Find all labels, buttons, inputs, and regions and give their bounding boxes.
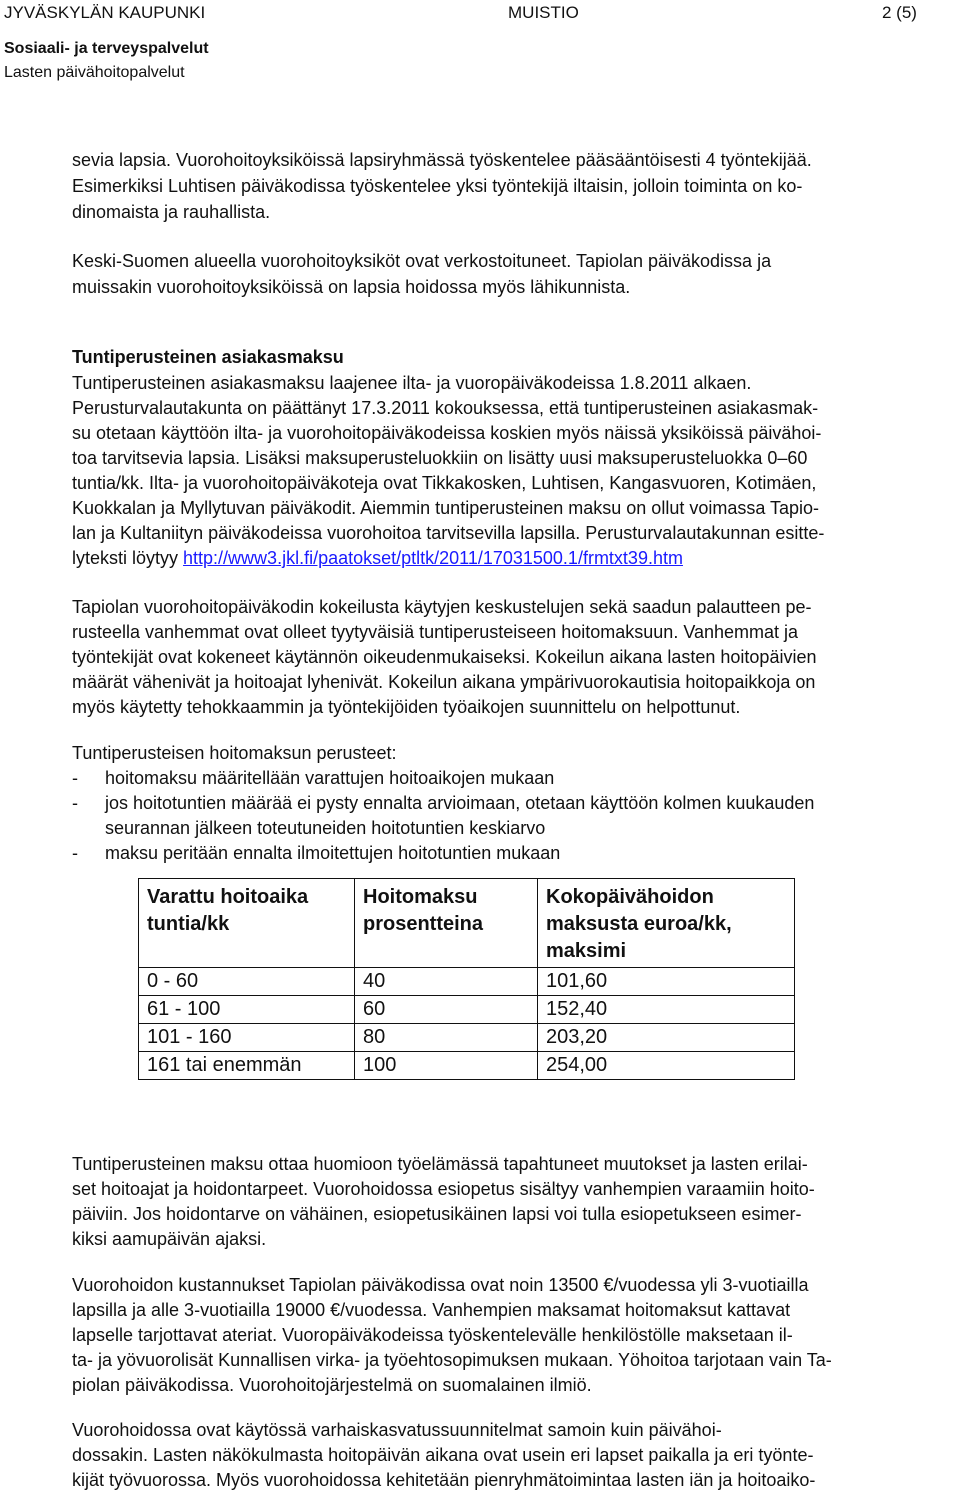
column-header-percent: Hoitomaksu prosentteina [355,879,538,968]
table-cell: 101 - 160 [139,1024,355,1052]
table-row [139,968,795,996]
paragraph-line: piolan päiväkodissa. Vuorohoitojärjestelmä on suomalainen ilmiö. [72,1375,592,1395]
unit-name: Lasten päivähoitopalvelut [4,64,185,81]
table-cell: 100 [355,1052,538,1080]
fee-table [138,878,795,1080]
paragraph-line: työntekijät ovat kokeneet käytännön oikeudenmukaiseksi. Kokeilun aikana lasten hoitopäivien [72,647,817,667]
list-item: maksu peritään ennalta ilmoitettujen hoitotuntien mukaan [105,843,561,863]
paragraph-line: lapselle tarjottavat ateriat. Vuoropäiväkodeissa työskentelevälle henkilöstölle maksetaan il- [72,1325,793,1345]
table-cell: 161 tai enemmän [139,1052,355,1080]
paragraph-line: rusteella vanhemmat ovat olleet tyytyväisiä tuntiperusteiseen hoitomaksuun. Vanhemmat ja [72,622,799,642]
paragraph-line: Esimerkiksi Luhtisen päiväkodissa työskentelee yksi työntekijä iltaisin, jolloin toiminta on ko- [72,176,803,196]
paragraph-line: toa tarvitsevia lapsia. Lisäksi maksuperusteluokkiin on lisätty uusi maksuperusteluokka 0–60 [72,448,808,468]
list-bullet: - [72,768,78,788]
list-item-continuation: seurannan jälkeen toteutuneiden hoitotuntien keskiarvo [105,818,546,838]
document-type: MUISTIO [508,3,579,22]
list-bullet: - [72,843,78,863]
paragraph-line: Keski-Suomen alueella vuorohoitoyksiköt ovat verkostoituneet. Tapiolan päiväkodissa ja [72,251,772,271]
paragraph-line: muissakin vuorohoitoyksiköissä on lapsia hoidossa myös lähikunnista. [72,277,631,297]
page-number: 2 (5) [882,3,917,22]
paragraph-line: set hoitoajat ja hoidontarpeet. Vuorohoidossa esiopetus sisältyy vanhempien varaamiin hoito- [72,1179,815,1199]
list-item: hoitomaksu määritellään varattujen hoitoaikojen mukaan [105,768,555,788]
table-cell: 254,00 [538,1052,795,1080]
list-title: Tuntiperusteisen hoitomaksun perusteet: [72,743,397,763]
table-cell: 61 - 100 [139,996,355,1024]
table-cell: 0 - 60 [139,968,355,996]
department-name: Sosiaali- ja terveyspalvelut [4,40,209,57]
table-cell: 152,40 [538,996,795,1024]
paragraph-line: kiksi aamupäivän ajaksi. [72,1229,267,1249]
paragraph-line: sevia lapsia. Vuorohoitoyksiköissä lapsiryhmässä työskentelee pääsääntöisesti 4 työntekijää. [72,150,812,170]
paragraph-line: määrät vähenivät ja hoitoajat lyhenivät. Kokeilun aikana ympärivuorokautisia hoitopaikkoja on [72,672,816,692]
table-cell: 80 [355,1024,538,1052]
paragraph-line: dinomaista ja rauhallista. [72,202,271,222]
paragraph-line [72,547,683,569]
organization-name: JYVÄSKYLÄN KAUPUNKI [4,3,206,22]
column-header-hours: Varattu hoitoaika tuntia/kk [139,879,355,968]
table-header-row [139,879,795,968]
list-item: jos hoitotuntien määrää ei pysty ennalta arvioimaan, otetaan käyttöön kolmen kuukauden [105,793,815,813]
paragraph-line: tuntia/kk. Ilta- ja vuorohoitopäiväkoteja ovat Tikkakosken, Luhtisen, Kangasvuoren, Kotimäen, [72,473,817,493]
paragraph-line: lapsilla ja alle 3-vuotiailla 19000 €/vuodessa. Vanhempien maksamat hoitomaksut kattavat [72,1300,791,1320]
table-row [139,1024,795,1052]
paragraph-line: Vuorohoidossa ovat käytössä varhaiskasvatussuunnitelmat samoin kuin päivähoi- [72,1420,722,1440]
paragraph-line: Tapiolan vuorohoitopäiväkodin kokeilusta käytyjen keskustelujen sekä saadun palautteen pe- [72,597,812,617]
table-cell: 40 [355,968,538,996]
paragraph-line: Tuntiperusteinen maksu ottaa huomioon työelämässä tapahtuneet muutokset ja lasten erilai- [72,1154,808,1174]
paragraph-text: lyteksti löytyy [72,548,184,568]
paragraph-line: lan ja Kultaniityn päiväkodeissa vuorohoitoa tarvitsevilla lapsilla. Perusturvalautakunnan esitte- [72,523,825,543]
paragraph-line: Tuntiperusteinen asiakasmaksu laajenee ilta- ja vuoropäiväkodeissa 1.8.2011 alkaen. [72,373,752,393]
paragraph-line: Perusturvalautakunta on päättänyt 17.3.2011 kokouksessa, että tuntiperusteinen asiakasmak- [72,398,819,418]
table-cell: 101,60 [538,968,795,996]
paragraph-line: su otetaan käyttöön ilta- ja vuorohoitopäiväkodeissa koskien myös näissä yksiköissä päivähoi- [72,423,822,443]
paragraph-line: ta- ja yövuorolisät Kunnallisen virka- ja työehtosopimuksen mukaan. Yöhoitoa tarjotaan vain Ta- [72,1350,832,1370]
paragraph-line: myös käytetty tehokkaammin ja työntekijöiden työaikojen suunnittelu on helpottunut. [72,697,741,717]
paragraph-line: kijät työvuorossa. Myös vuorohoidossa kehitetään pienryhmätoimintaa lasten iän ja hoitoaiko- [72,1470,816,1490]
document-header [0,0,960,80]
paragraph-line: päiviin. Jos hoidontarve on vähäinen, esiopetusikäinen lapsi voi tulla esiopetukseen esimer- [72,1204,802,1224]
paragraph-line: dossakin. Lasten näkökulmasta hoitopäivän aikana ovat usein eri lapset paikalla ja eri työnte- [72,1445,814,1465]
list-bullet: - [72,793,78,813]
column-header-max-fee: Kokopäivähoidon maksusta euroa/kk, maksimi [538,879,795,968]
paragraph-line: Vuorohoidon kustannukset Tapiolan päiväkodissa ovat noin 13500 €/vuodessa yli 3-vuotiailla [72,1275,809,1295]
table-cell: 60 [355,996,538,1024]
table-row [139,996,795,1024]
paragraph-line: Kuokkalan ja Myllytuvan päiväkodit. Aiemmin tuntiperusteinen maksu on ollut voimassa Tapio- [72,498,820,518]
section-heading: Tuntiperusteinen asiakasmaksu [72,347,344,367]
table-cell: 203,20 [538,1024,795,1052]
decision-link[interactable]: http://www3.jkl.fi/paatokset/ptltk/2011/17031500.1/frmtxt39.htm [183,548,683,568]
table-row [139,1052,795,1080]
